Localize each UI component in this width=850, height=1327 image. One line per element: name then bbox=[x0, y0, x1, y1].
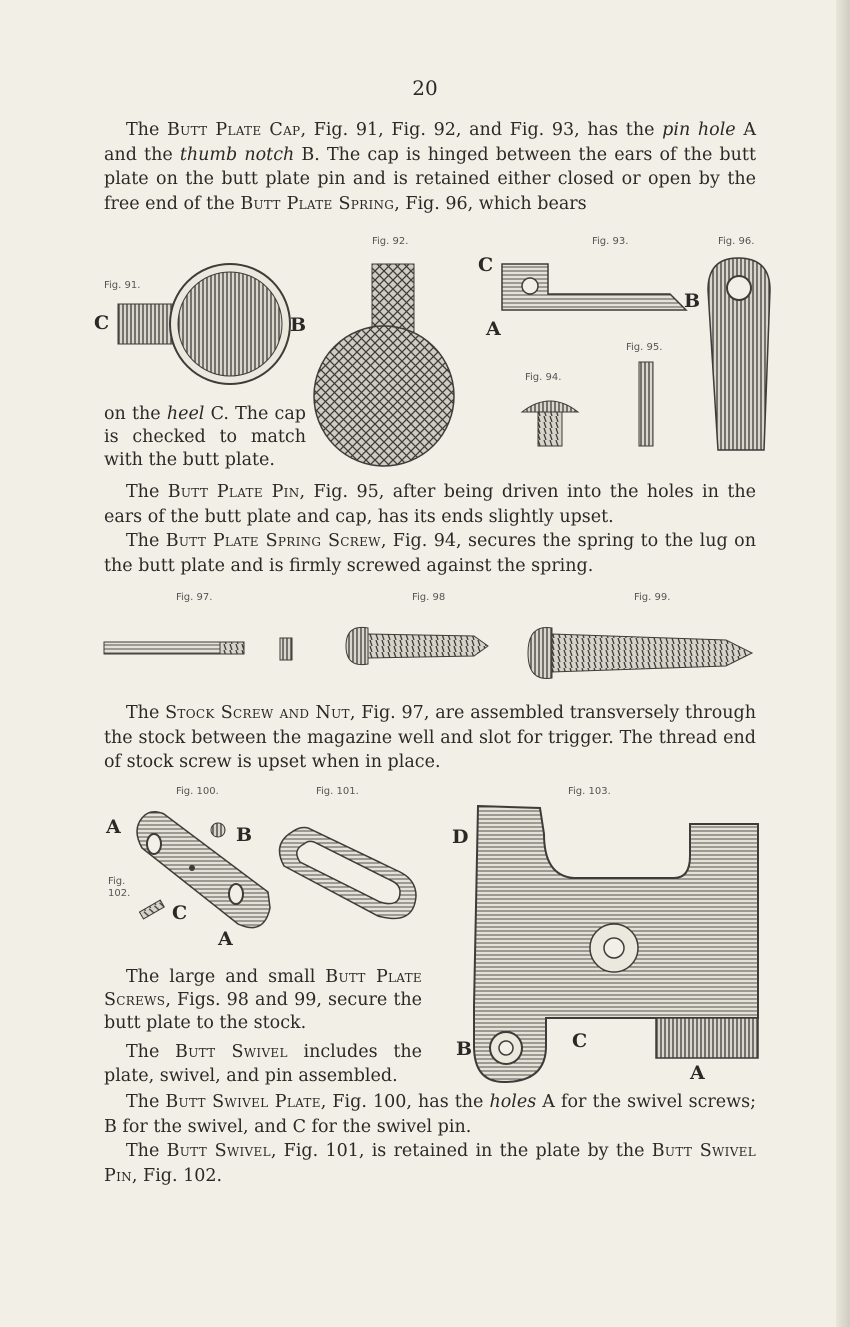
text: , Fig. 101, is retained in the plate by the bbox=[270, 1141, 652, 1161]
caption-fig-97: Fig. 97. bbox=[176, 592, 213, 603]
text: , Fig. 94, secures the spring to the lug on the butt plate and is firmly screwed against the spring. bbox=[104, 531, 756, 576]
term: Butt Plate Cap bbox=[167, 120, 301, 140]
label-fig100-b: B bbox=[236, 824, 253, 846]
label-fig93-b: B bbox=[684, 290, 701, 312]
figure-99-small-butt-plate-screw bbox=[526, 620, 756, 686]
figure-102-swivel-pin bbox=[136, 896, 166, 926]
label-fig103-b: B bbox=[456, 1038, 473, 1060]
paragraph-heel bbox=[104, 403, 306, 472]
label-fig100-a-top: A bbox=[106, 816, 121, 838]
caption-fig-92: Fig. 92. bbox=[372, 236, 409, 247]
text: , Figs. 98 and 99, secure the butt plate to the stock. bbox=[104, 990, 422, 1033]
text: , Fig. 100, has the bbox=[320, 1092, 490, 1112]
caption-fig-99: Fig. 99. bbox=[634, 592, 671, 603]
paragraph-stock-screw bbox=[104, 701, 756, 775]
text: , Fig. 96, which bears bbox=[394, 193, 587, 214]
caption-fig-103: Fig. 103. bbox=[568, 786, 611, 797]
label-fig100-a-bottom: A bbox=[218, 928, 233, 950]
figure-103-butt-plate bbox=[464, 806, 764, 1082]
emphasis: pin hole bbox=[662, 120, 736, 140]
paragraph-spring-screw bbox=[104, 529, 756, 578]
text: includes the plate, swivel, and pin assembled. bbox=[104, 1042, 422, 1086]
text: The bbox=[126, 482, 168, 502]
label-fig103-c: C bbox=[572, 1030, 588, 1052]
label-fig91-c: C bbox=[94, 312, 110, 334]
text: The large and small bbox=[126, 967, 326, 987]
caption-fig-91: Fig. 91. bbox=[104, 280, 141, 291]
caption-fig-95: Fig. 95. bbox=[626, 342, 663, 353]
page-edge bbox=[836, 0, 850, 1327]
text: on the bbox=[104, 404, 167, 424]
figure-96-butt-plate-spring bbox=[704, 256, 774, 454]
figure-94-spring-screw bbox=[518, 392, 582, 450]
caption-fig-102-line2: 102. bbox=[108, 888, 131, 899]
paragraph-butt-plate-cap bbox=[104, 118, 756, 216]
paragraph-butt-plate-screws bbox=[104, 966, 422, 1035]
term: Butt Plate Spring bbox=[240, 193, 395, 214]
emphasis: heel bbox=[166, 404, 205, 424]
label-fig91-b: B bbox=[290, 314, 307, 336]
emphasis: holes bbox=[489, 1092, 537, 1112]
paragraph-butt-swivel bbox=[104, 1040, 422, 1088]
label-fig100-c: C bbox=[172, 902, 188, 924]
label-fig103-d: D bbox=[452, 826, 469, 848]
caption-fig-94: Fig. 94. bbox=[525, 372, 562, 383]
term: Butt Swivel bbox=[175, 1042, 288, 1062]
figure-97-stock-screw-and-nut bbox=[102, 632, 302, 668]
caption-fig-93: Fig. 93. bbox=[592, 236, 629, 247]
figure-101-butt-swivel bbox=[270, 822, 420, 922]
caption-fig-96: Fig. 96. bbox=[718, 236, 755, 247]
caption-fig-100: Fig. 100. bbox=[176, 786, 219, 797]
text: The bbox=[126, 1042, 176, 1062]
paragraph-butt-swivel-plate bbox=[104, 1090, 756, 1139]
text: A and the bbox=[104, 120, 756, 165]
figure-98-large-butt-plate-screw bbox=[344, 622, 494, 672]
term: Butt Swivel Pin bbox=[104, 1141, 757, 1186]
figure-93-cap-side bbox=[490, 258, 690, 328]
page-number: 20 bbox=[412, 76, 438, 100]
term: Butt Swivel bbox=[166, 1141, 271, 1161]
text: , Fig. 102. bbox=[131, 1165, 223, 1186]
caption-fig-102-line1: Fig. bbox=[108, 876, 126, 887]
text: The bbox=[126, 1092, 166, 1112]
figure-95-plate-pin bbox=[636, 360, 656, 448]
emphasis: thumb notch bbox=[179, 144, 295, 165]
label-fig103-a: A bbox=[690, 1062, 705, 1084]
paragraph-butt-swivel-pin bbox=[104, 1139, 756, 1188]
figure-92-checkered-cap bbox=[312, 262, 462, 472]
text: The bbox=[126, 1141, 167, 1161]
text: , Fig. 97, are assembled transversely through the stock between the magazine well and slot for trigger. The thread end of stock screw is upset when in place. bbox=[104, 703, 757, 772]
text: The bbox=[126, 703, 166, 723]
text: , Fig. 91, Fig. 92, and Fig. 93, has the bbox=[300, 120, 663, 140]
term: Butt Swivel Plate bbox=[165, 1092, 321, 1112]
term: Butt Plate Screws bbox=[104, 967, 422, 1010]
text: B. The cap is hinged between the ears of the butt plate on the butt plate pin and is retained either closed or open by the free end of the bbox=[104, 144, 756, 214]
text: C. The cap is checked to match with the butt plate. bbox=[104, 404, 306, 470]
label-fig93-c: C bbox=[478, 254, 494, 276]
text: A for the swivel screws; B for the swivel, and C for the swivel pin. bbox=[104, 1092, 756, 1137]
term: Butt Plate Pin bbox=[167, 482, 300, 502]
text: The bbox=[126, 120, 167, 140]
term: Butt Plate Spring Screw bbox=[165, 531, 381, 551]
label-fig93-a: A bbox=[486, 318, 501, 340]
text: The bbox=[126, 531, 166, 551]
term: Stock Screw and Nut bbox=[165, 703, 350, 723]
figure-91-cap bbox=[110, 258, 300, 388]
paragraph-butt-plate-pin bbox=[104, 480, 756, 529]
caption-fig-98: Fig. 98 bbox=[412, 592, 446, 603]
caption-fig-101: Fig. 101. bbox=[316, 786, 359, 797]
text: , Fig. 95, after being driven into the holes in the ears of the butt plate and cap, has its ends slightly upset. bbox=[104, 482, 756, 527]
